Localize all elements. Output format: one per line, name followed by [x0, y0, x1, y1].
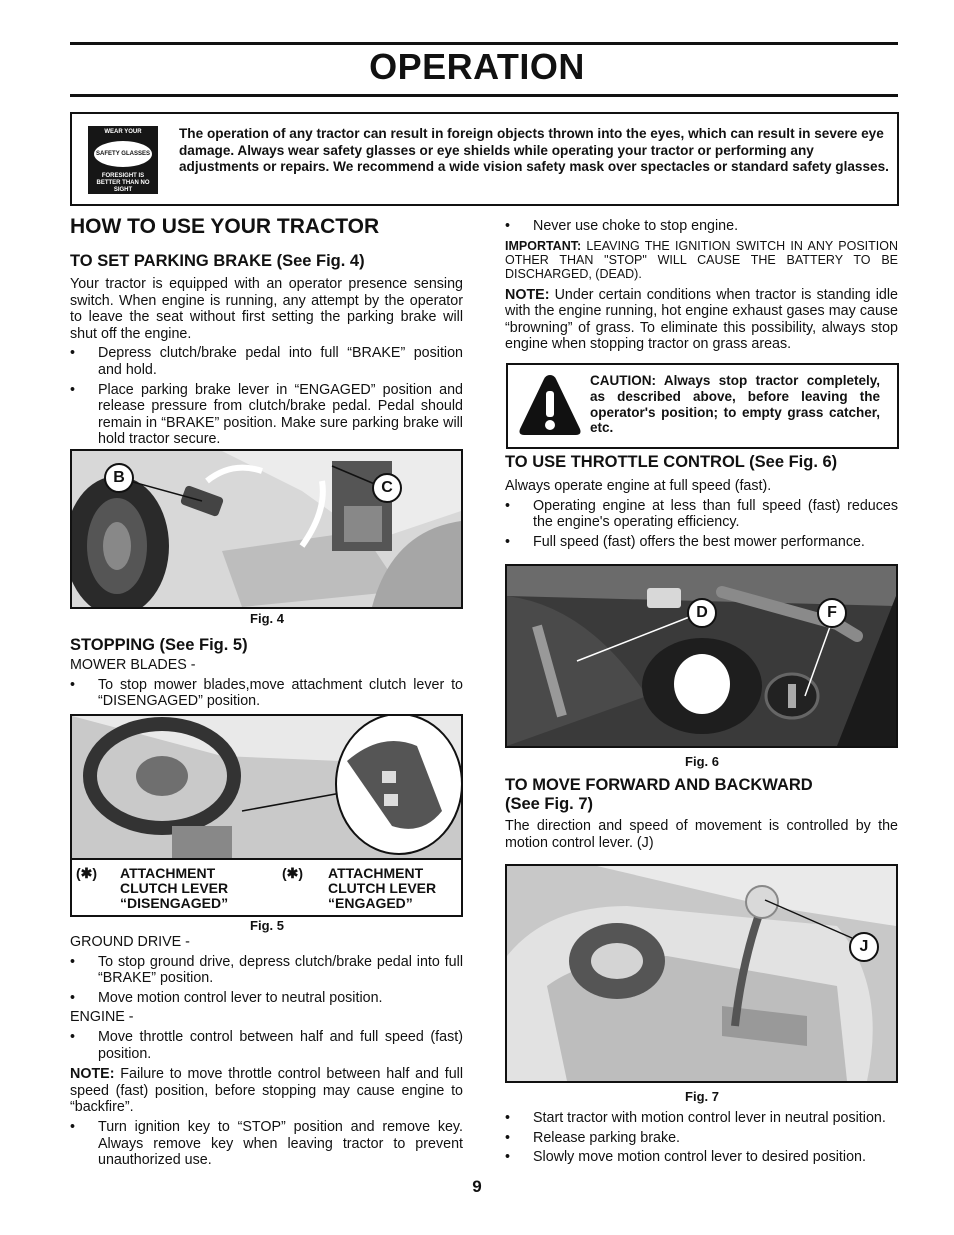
fig5-illustration — [72, 716, 461, 858]
throttle-intro: Always operate engine at full speed (fast). — [505, 478, 772, 494]
list-item: • To stop ground drive, depress clutch/brake pedal into full “BRAKE” position. — [70, 954, 463, 987]
exhaust-note — [505, 287, 898, 353]
list-item: • Turn ignition key to “STOP” position and remove key. Always remove key when leaving tractor to prevent unauthorized use. — [70, 1119, 463, 1169]
disengaged-line-2: CLUTCH LEVER — [120, 880, 229, 896]
figure-7 — [505, 864, 898, 1083]
note-label: NOTE: — [505, 286, 550, 303]
motion-heading-line-1: TO MOVE FORWARD AND BACKWARD — [505, 776, 813, 794]
fig7-callout-j: J — [849, 932, 879, 962]
safety-glasses-badge — [88, 126, 158, 194]
ground-drive-label: GROUND DRIVE - — [70, 934, 190, 950]
mower-blades-label: MOWER BLADES - — [70, 657, 196, 673]
list-item: • Full speed (fast) offers the best mower performance. — [505, 534, 898, 551]
fig6-callout-f: F — [817, 598, 847, 628]
list-item: • Slowly move motion control lever to desired position. — [505, 1149, 898, 1166]
engine-steps — [70, 1029, 463, 1062]
figure-6 — [505, 564, 898, 748]
badge-bottom-text: FORESIGHT IS BETTER THAN NO SIGHT — [96, 173, 150, 193]
parking-intro: Your tractor is equipped with an operator presence sensing switch. When engine is running, any attempt by the operator to leave the seat without first setting the parking brake will shut off the engine. — [70, 276, 463, 342]
throttle-points — [505, 498, 898, 551]
mower-steps — [70, 677, 463, 710]
badge-mid-text: SAFETY GLASSES — [94, 141, 152, 167]
disengaged-icon: (✱) — [76, 865, 98, 881]
engaged-icon: (✱) — [282, 865, 304, 881]
throttle-heading: TO USE THROTTLE CONTROL (See Fig. 6) — [505, 453, 838, 471]
fig6-caption: Fig. 6 — [685, 754, 719, 769]
engine-label: ENGINE - — [70, 1009, 134, 1026]
list-item: • Place parking brake lever in “ENGAGED” position and release pressure from clutch/brake pedal. Pedal should remain in “BRAKE” position. Make sure parking brake will hold tractor secure. — [70, 382, 463, 448]
top-rule — [70, 42, 898, 45]
engaged-line-2: CLUTCH LEVER — [328, 880, 437, 896]
fig7-illustration — [507, 866, 896, 1081]
engine-note — [70, 1066, 463, 1116]
fig6-illustration — [507, 566, 896, 746]
list-item: • Move motion control lever to neutral position. — [70, 990, 463, 1007]
note-text: Under certain conditions when tractor is standing idle with the engine running, hot engine exhaust gases may cause “browning” of grass. To eliminate this possibility, always stop engine when stopping tractor on grass areas. — [505, 286, 898, 353]
engaged-line-3: “ENGAGED” — [328, 895, 413, 911]
list-item: • Depress clutch/brake pedal into full “BRAKE” position and hold. — [70, 345, 463, 378]
motion-steps — [505, 1110, 898, 1166]
ignition-steps — [70, 1119, 463, 1169]
motion-intro: The direction and speed of movement is controlled by the motion control lever. (J) — [505, 818, 898, 851]
engaged-label — [328, 866, 436, 911]
important-text: LEAVING THE IGNITION SWITCH IN ANY POSITION OTHER THAN "STOP" WILL CAUSE THE BATTERY TO BE DISCHARGED, (DEAD). — [505, 238, 898, 281]
parking-steps — [70, 345, 463, 448]
list-item: • Start tractor with motion control lever in neutral position. — [505, 1110, 898, 1127]
important-note — [505, 239, 898, 281]
list-item: • Move throttle control between half and full speed (fast) position. — [70, 1029, 463, 1062]
motion-heading-line-2: (See Fig. 7) — [505, 795, 594, 813]
figure-4 — [70, 449, 463, 609]
disengaged-line-1: ATTACHMENT — [120, 865, 216, 881]
fig7-caption: Fig. 7 — [685, 1089, 719, 1104]
disengaged-label — [120, 866, 228, 911]
list-item: • Never use choke to stop engine. — [505, 218, 898, 235]
safety-warning-box — [70, 112, 899, 206]
warning-triangle-icon — [518, 373, 582, 437]
stopping-heading: STOPPING (See Fig. 5) — [70, 636, 248, 654]
list-item: • To stop mower blades,move attachment clutch lever to “DISENGAGED” position. — [70, 677, 463, 710]
disengaged-line-3: “DISENGAGED” — [120, 895, 229, 911]
list-item: • Operating engine at less than full speed (fast) reduces the engine's operating efficiency. — [505, 498, 898, 531]
section-title: HOW TO USE YOUR TRACTOR — [70, 215, 380, 238]
parking-brake-heading: TO SET PARKING BRAKE (See Fig. 4) — [70, 252, 365, 270]
figure-5 — [70, 714, 463, 917]
fig4-callout-c: C — [372, 473, 402, 503]
note-label: NOTE: — [70, 1066, 115, 1083]
caution-box — [506, 363, 899, 449]
important-label: IMPORTANT: — [505, 238, 582, 253]
fig4-caption: Fig. 4 — [250, 611, 284, 626]
note-text: Failure to move throttle control between half and full speed (fast) position, before stopping may cause engine to “backfire”. — [70, 1066, 463, 1116]
safety-warning-text: The operation of any tractor can result in foreign objects thrown into the eyes, which can result in severe eye damage. Always wear safety glasses or eye shields while operating your tractor or performing any adjustments or repairs. We recommend a wide vision safety mask over spectacles or standard safety glasses. — [179, 126, 889, 174]
fig4-callout-b: B — [104, 463, 134, 493]
page-number: 9 — [472, 1177, 482, 1196]
engaged-line-1: ATTACHMENT — [328, 865, 424, 881]
caution-text: CAUTION: Always stop tractor completely, as described above, before leaving the operator's position; to empty grass catcher, etc. — [590, 373, 880, 436]
fig6-callout-d: D — [687, 598, 717, 628]
fig5-caption: Fig. 5 — [250, 918, 284, 933]
badge-top-text: WEAR YOUR — [104, 129, 142, 135]
page-title: OPERATION — [369, 46, 585, 87]
ground-steps — [70, 954, 463, 1007]
title-rule — [70, 94, 898, 97]
list-item: • Release parking brake. — [505, 1130, 898, 1147]
choke-note — [505, 218, 898, 235]
